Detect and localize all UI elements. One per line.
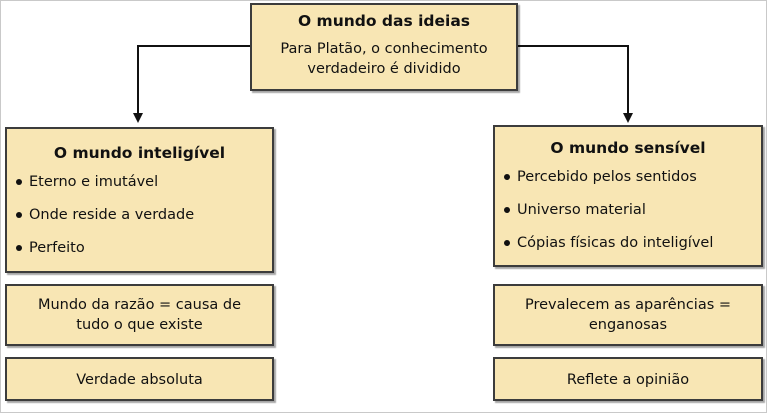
left-bullet-item: Onde reside a verdade [15,205,272,238]
right-bullet-item: Universo material [503,200,761,233]
left-bullet-item: Perfeito [15,238,272,271]
left-title: O mundo inteligível [53,144,226,162]
right-main-box [493,125,763,267]
top-title: O mundo das ideias [297,12,471,30]
right-middle-box [493,284,763,346]
left-middle-box [5,284,274,346]
right-bullet-item: Cópias físicas do inteligível [503,233,761,266]
left-bottom-text: Verdade absoluta [76,372,203,388]
right-title: O mundo sensível [550,139,706,157]
left-middle-text: Mundo da razão = causa de tudo o que existe [37,297,242,333]
right-bottom-box [493,357,763,401]
arrow-to-sensivel [518,46,628,118]
left-main-box [5,127,274,273]
top-text: Para Platão, o conhecimento verdadeiro é dividido [280,41,488,77]
arrow-to-inteligivel [138,46,250,118]
left-bullet-item: Eterno e imutável [15,172,272,205]
top-box [250,3,518,91]
right-middle-text: Prevalecem as aparências = enganosas [524,297,732,333]
left-bullet-list [15,172,272,271]
right-bottom-text: Reflete a opinião [566,372,690,388]
left-bottom-box [5,357,274,401]
right-bullet-list [503,167,761,266]
right-bullet-item: Percebido pelos sentidos [503,167,761,200]
